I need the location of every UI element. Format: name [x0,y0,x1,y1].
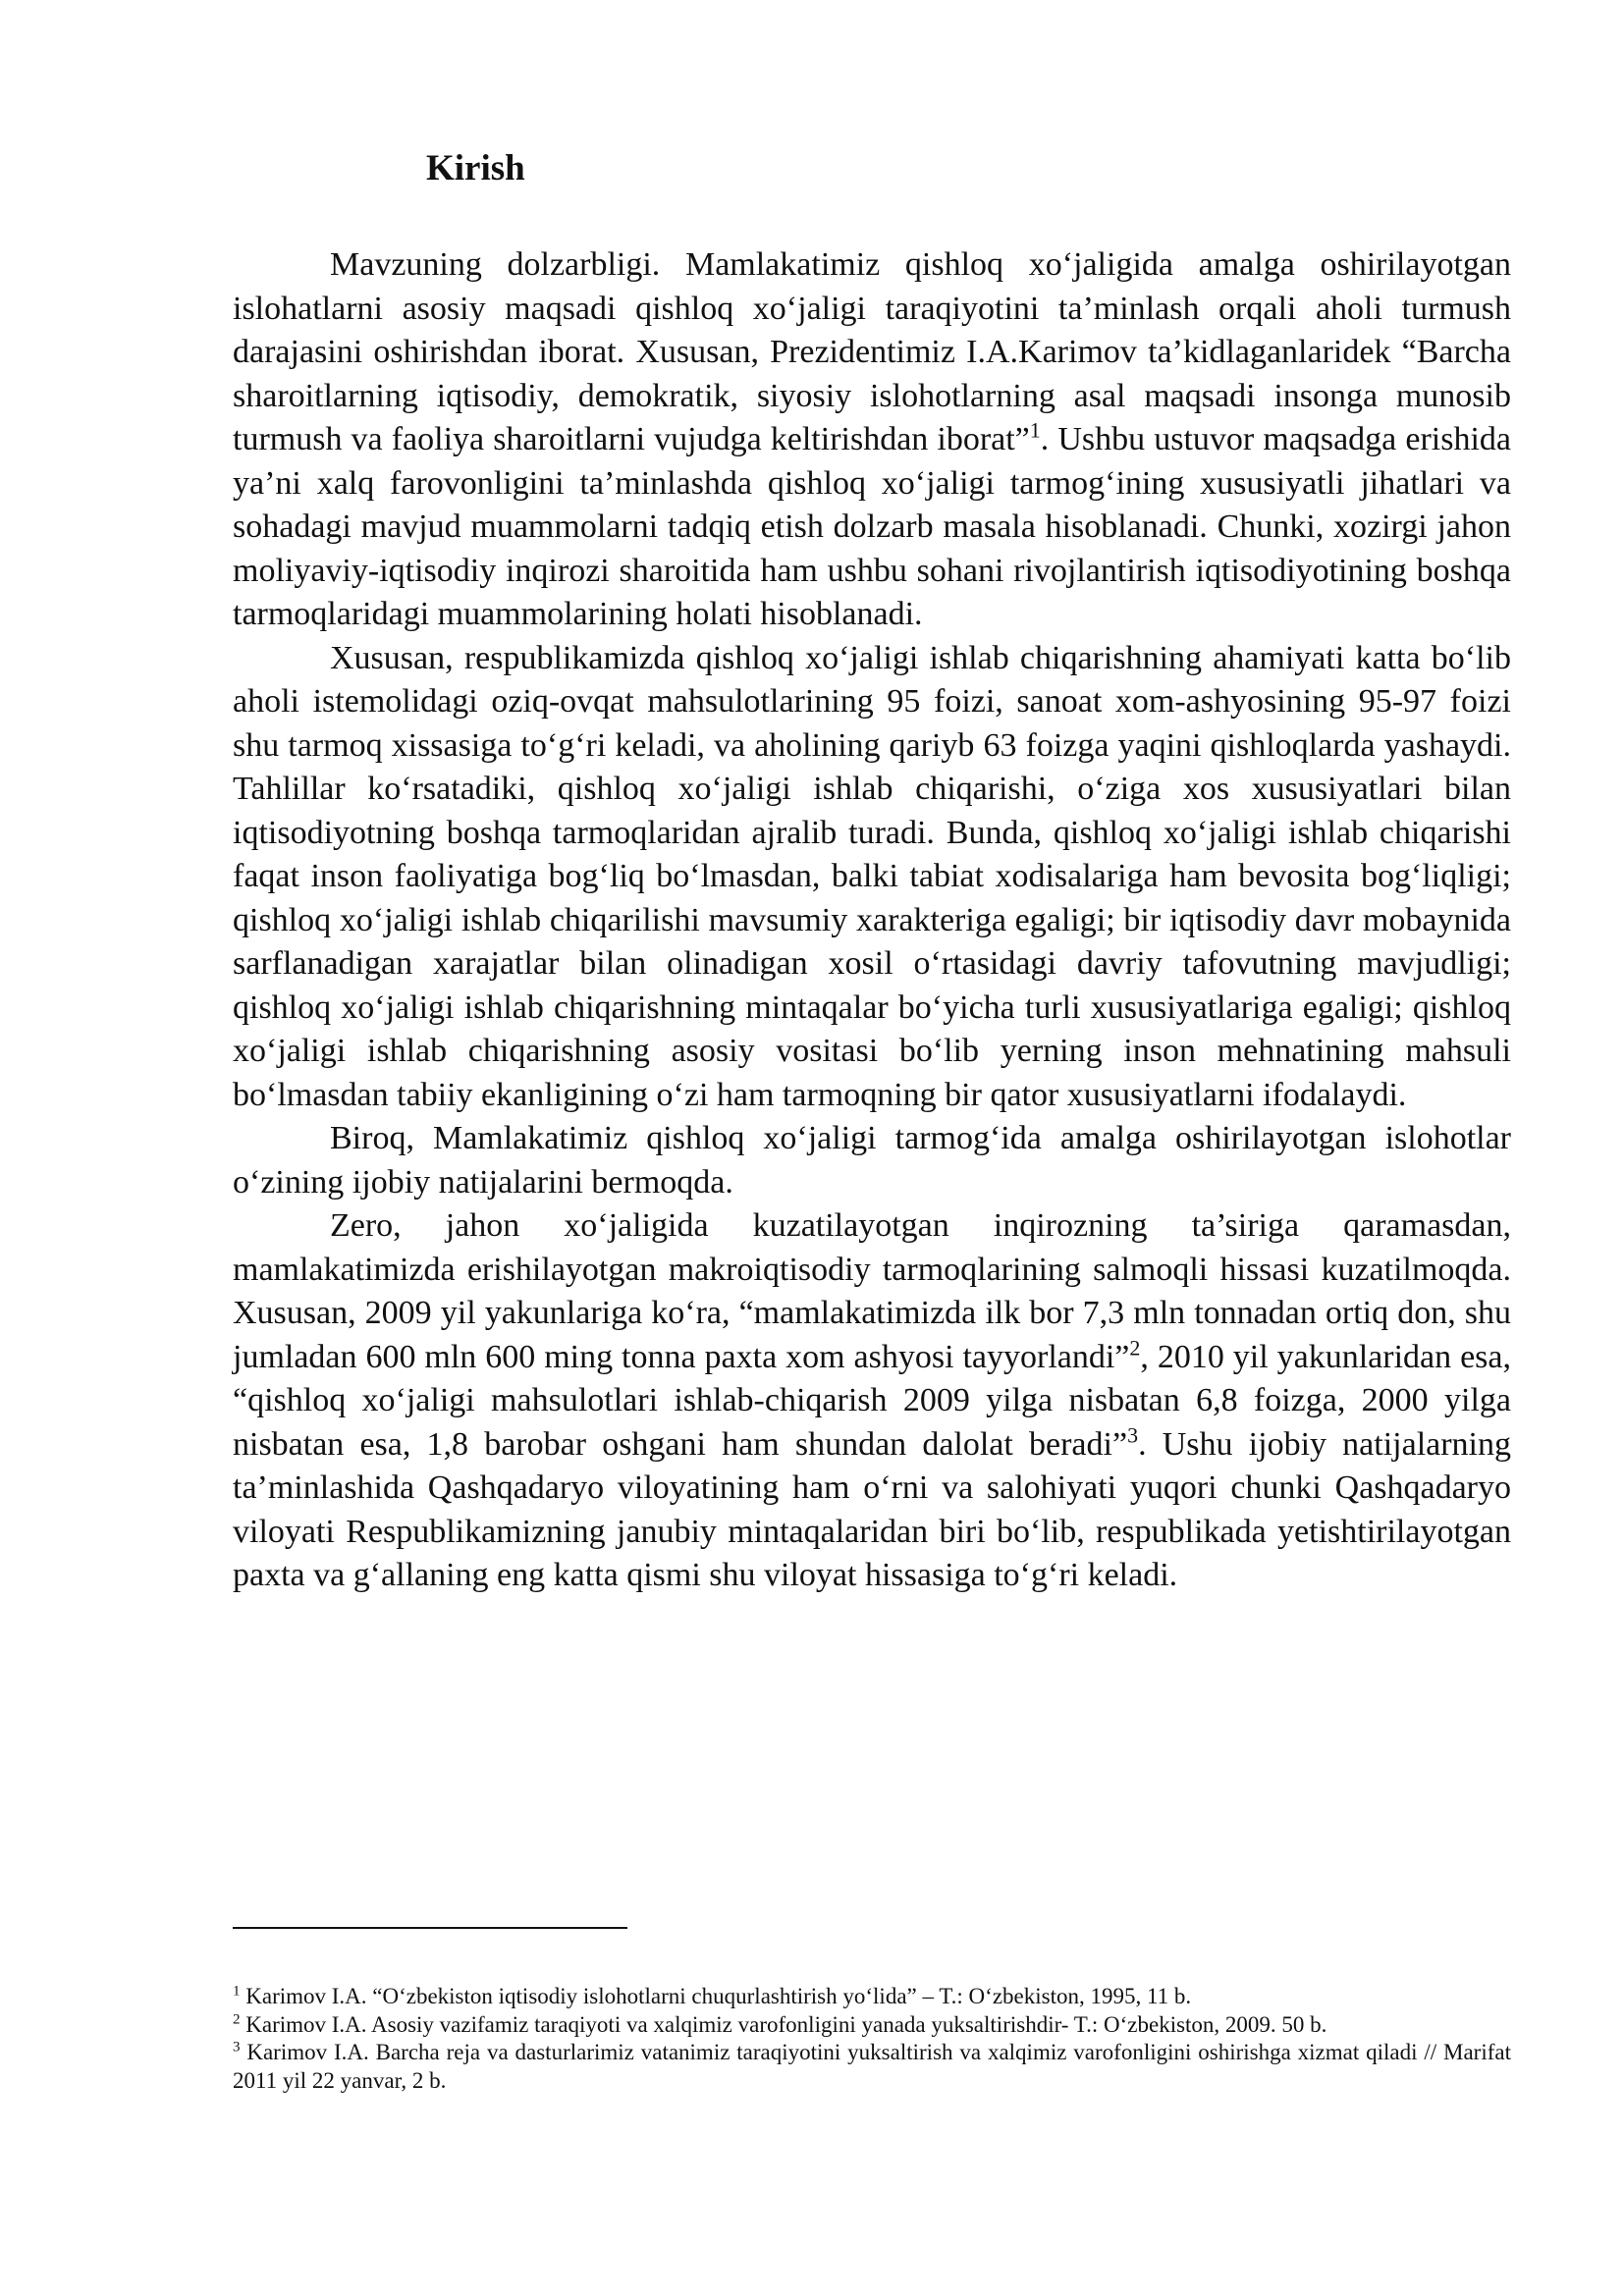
paragraph-reforms [233,1117,1511,1204]
paragraph-text: Biroq, Mamlakatimiz qishloq xo‘jaligi tarmog‘ida amalga oshirilayotgan islohotlar o‘zining ijobiy natijalarini bermoqda. [233,1120,1511,1201]
paragraph-text: Zero, jahon xo‘jaligida kuzatilayotgan inqirozning ta’siriga qaramasdan, mamlakatimizda erishilayotgan makroiqtisodiy tarmoqlarining salmoqli hissasi kuzatilmoqda. Xususan, 2009 yil yakunlariga ko‘ra, “mamlakatimizda ilk bor 7,3 mln tonnadan ortiq don, shu jumladan 600 mln 600 ming tonna paxta xom ashyosi tayyorlandi” [233,1207,1511,1375]
footnote-reference[interactable]: 1 [1029,417,1041,443]
footnote-reference[interactable]: 3 [1127,1422,1139,1448]
footnote-text: Karimov I.A. “O‘zbekiston iqtisodiy islohotlarni chuqurlashtirish yo‘lida” – T.: O‘zbekiston, 1995, 11 b. [240,1984,1192,2008]
paragraph-text: Xususan, respublikamizda qishloq xo‘jaligi ishlab chiqarishning ahamiyati katta bo‘lib aholi istemolidagi oziq-ovqat mahsulotlarining 95 foizi, sanoat xom-ashyosining 95-97 foizi shu tarmoq xissasiga to‘g‘ri keladi, va aholining qariyb 63 foizga yaqini qishloqlarda yashaydi. Tahlillar ko‘rsatadiki, qishloq xo‘jaligi ishlab chiqarishi, o‘ziga xos xususiyatlari bilan iqtisodiyotning boshqa tarmoqlaridan ajralib turadi. Bunda, qishloq xo‘jaligi ishlab chiqarishi faqat inson faoliyatiga bog‘liq bo‘lmasdan, balki tabiat xodisalariga ham bevosita bog‘liqligi; qishloq xo‘jaligi ishlab chiqarilishi mavsumiy xarakteriga egaligi; bir iqtisodiy davr mobaynida sarflanadigan xarajatlar bilan olinadigan xosil o‘rtasidagi davriy tafovutning mavjudligi; qishloq xo‘jaligi ishlab chiqarishning mintaqalar bo‘yicha turli xususiyatlariga egaligi; qishloq xo‘jaligi ishlab chiqarishning asosiy vositasi bo‘lib yerning inson mehnatining mahsuli bo‘lmasdan tabiiy ekanligining o‘zi ham tarmoqning bir qator xususiyatlarni ifodalaydi. [233,639,1511,1113]
paragraph-text: , 2010 yil yakunlaridan esa, “qishloq xo‘jaligi mahsulotlari ishlab-chiqarish 2009 yilga nisbatan 6,8 foizga, 2000 yilga nisbatan esa, 1,8 barobar oshgani ham shundan dalolat beradi” [233,1338,1511,1463]
footnote-text: Karimov I.A. Asosiy vazifamiz taraqiyoti va xalqimiz varofonligini yanada yuksaltirishdir- T.: O‘zbekiston, 2009. 50 b. [240,2011,1327,2037]
document-body [233,243,1511,1598]
footnote-item [233,2011,1511,2040]
paragraph-text: . Ushbu ustuvor maqsadga erishida ya’ni xalq farovonligini ta’minlashda qishloq xo‘jaligi tarmog‘ining xususiyatli jihatlari va sohadagi mavjud muammolarni tadqiq etish dolzarb masala hisoblanadi. Chunki, xozirgi jahon moliyaviy-iqtisodiy inqirozi sharoitida ham ushbu sohani rivojlantirish iqtisodiyotining boshqa tarmoqlaridagi muammolarining holati hisoblanadi. [233,421,1511,632]
paragraph-results [233,1204,1511,1598]
footnote-mark: 3 [233,2039,241,2056]
footnote-separator [233,1927,627,1929]
paragraph-text: . Ushu ijobiy natijalarning ta’minlashida Qashqadaryo viloyatining ham o‘rni va salohiyati yuqori chunki Qashqadaryo viloyati Respublikamizning janubiy mintaqalaridan biri bo‘lib, respublikada yetishtirilayotgan paxta va g‘allaning eng katta qismi shu viloyat hissasiga to‘g‘ri keladi. [233,1425,1512,1593]
footnote-text: Karimov I.A. Barcha reja va dasturlarimiz vatanimiz taraqiyotini yuksaltirish va xalqimiz varofonligini oshirishga xizmat qiladi // Marifat 2011 yil 22 yanvar, 2 b. [233,2040,1511,2093]
footnote-mark: 1 [233,1983,241,2000]
paragraph-relevance [233,243,1511,637]
footnote-item [233,2039,1511,2095]
paragraph-agriculture-importance [233,637,1511,1118]
footnote-reference[interactable]: 2 [1129,1335,1141,1361]
footnotes [233,1983,1511,2095]
footnote-mark: 2 [233,2010,241,2027]
footnote-item [233,1983,1511,2011]
page-title: Kirish [426,148,525,188]
paragraph-text: Mavzuning dolzarbligi. Mamlakatimiz qishloq xo‘jaligida amalga oshirilayotgan islohatlarni asosiy maqsadi qishloq xo‘jaligi taraqiyotini ta’minlash orqali aholi turmush darajasini oshirishdan iborat. Xususan, Prezidentimiz I.A.Karimov ta’kidlaganlaridek “Barcha sharoitlarning iqtisodiy, demokratik, siyosiy islohotlarning asal maqsadi insonga munosib turmush va faoliya sharoitlarni vujudga keltirishdan iborat” [233,246,1511,457]
